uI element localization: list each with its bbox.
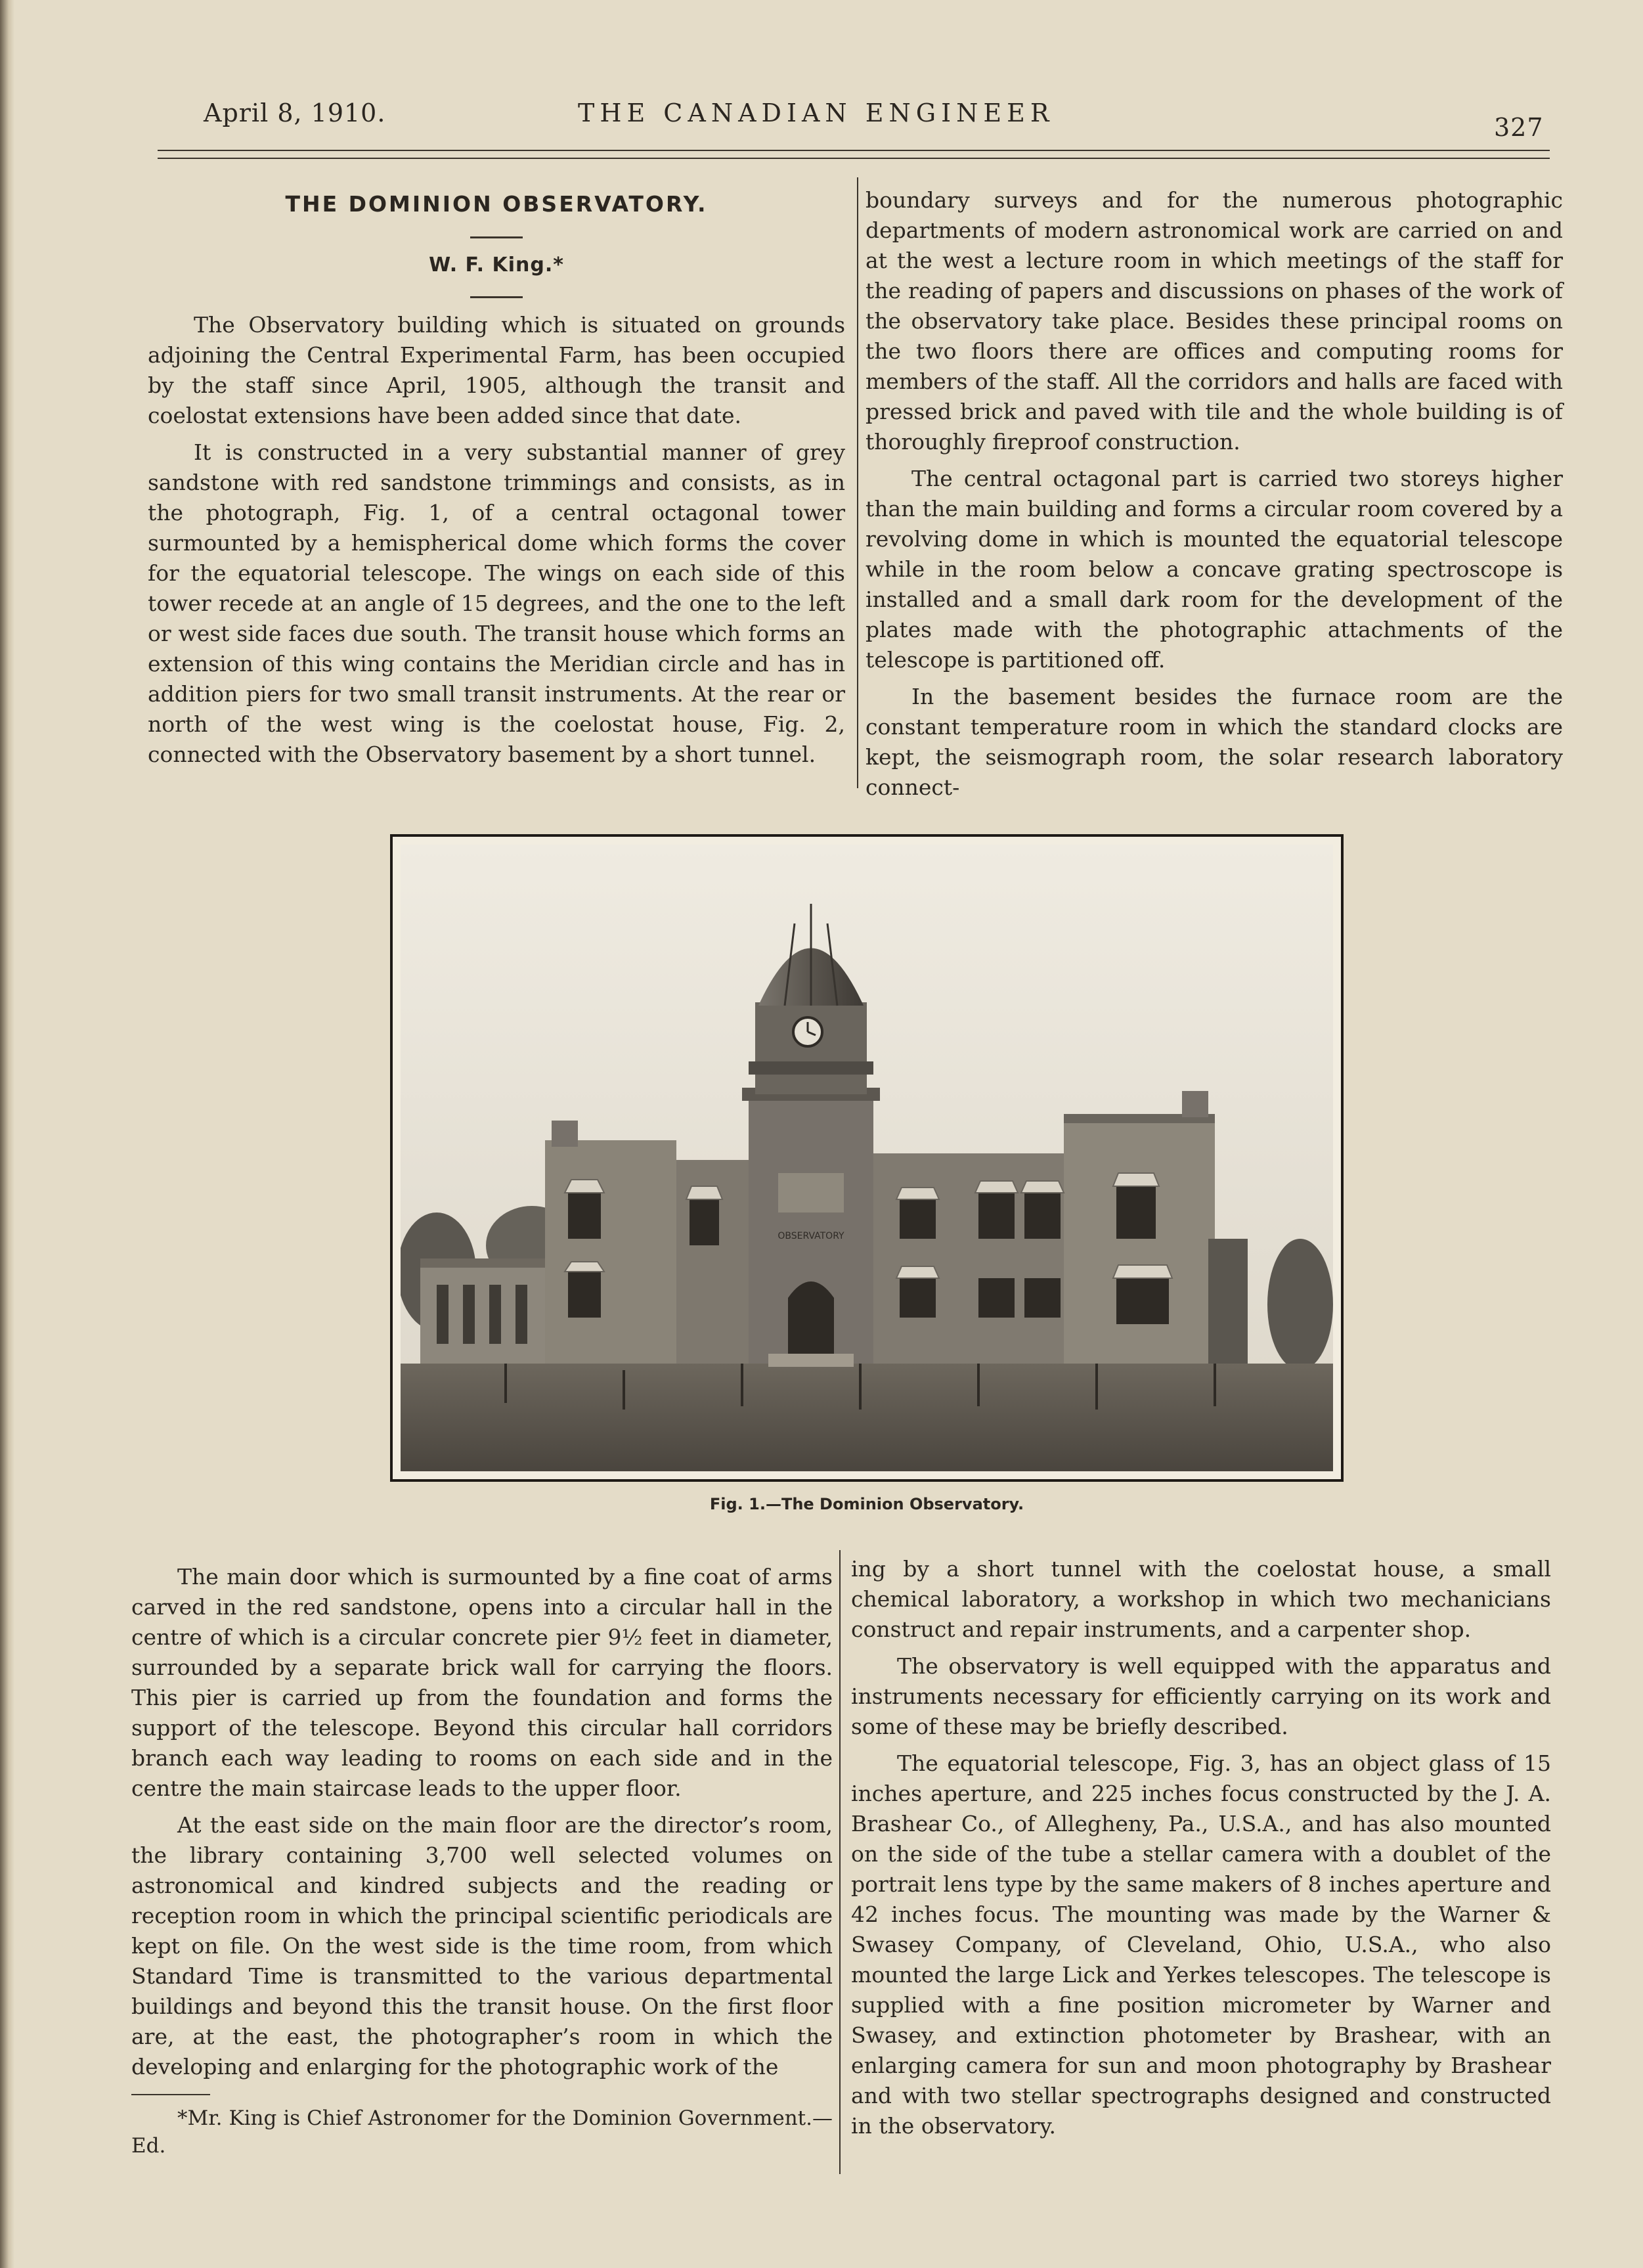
header-date: April 8, 1910. bbox=[204, 99, 386, 127]
header-rule-upper bbox=[158, 150, 1550, 151]
paragraph: boundary surveys and for the numerous photographic departments of modern astronomical work are carried on and at the west a lecture room in which meetings of the staff for the reading of papers and discussions on phases of the work of the observatory take place. Besides these principal rooms on the two floors there are offices and computing rooms for members of the staff. All the corridors and halls are faced with pressed brick and paved with tile and the whole building is of thoroughly fireproof construction. bbox=[865, 187, 1563, 455]
column-right-bottom bbox=[851, 1554, 1551, 2148]
footnote: *Mr. King is Chief Astronomer for the Dominion Government.—Ed. bbox=[131, 2106, 833, 2158]
header-journal-title: THE CANADIAN ENGINEER bbox=[578, 99, 1055, 127]
column-left-top bbox=[148, 184, 845, 776]
byline-divider bbox=[470, 296, 523, 298]
figure-observatory-photo bbox=[390, 834, 1344, 1482]
paragraph: At the east side on the main floor are the director’s room, the library containing 3,700 well selected volumes on astronomical and kindred subjects and the reading or reception room in which the principal scientific periodicals are kept on file. On the west side is the time room, from which Standard Time is transmitted to the various departmental buildings and beyond this the transit house. On the first floor are, at the east, the photographer’s room in which the developing and enlarging for the photographic work of the bbox=[131, 1812, 833, 2079]
paragraph: The central octagonal part is carried two storeys higher than the main building and forms a circular room covered by a revolving dome in which is mounted the equatorial telescope while in the room below a concave grating spectroscope is installed and a small dark room for the development of the plates made with the photographic attachments of the telescope is partitioned off. bbox=[865, 466, 1563, 673]
page-binding-edge bbox=[0, 0, 14, 2268]
figure-caption: Fig. 1.—The Dominion Observatory. bbox=[709, 1495, 1024, 1513]
engraved-label: OBSERVATORY bbox=[778, 1231, 844, 1241]
column-right-top bbox=[865, 185, 1563, 809]
title-divider bbox=[470, 236, 523, 238]
paragraph: The Observatory building which is situated on grounds adjoining the Central Experimental Farm, has been occupied by the staff since April, 1905, although the transit and coelostat extensions have been added since that date. bbox=[148, 312, 845, 428]
footnote-rule bbox=[131, 2094, 210, 2095]
paragraph: It is constructed in a very substantial manner of grey sandstone with red sandstone trimmings and consists, as in the photograph, Fig. 1, of a central octagonal tower surmounted by a hemispherical dome which forms the cover for the equatorial telescope. The wings on each side of this tower recede at an angle of 15 degrees, and the one to the left or west side faces due south. The transit house which forms an extension of this wing contains the Meridian circle and has in addition piers for two small transit instruments. At the rear or north of the west wing is the coelostat house, Fig. 2, connected with the Observatory basement by a short tunnel. bbox=[148, 439, 845, 767]
observatory-photograph bbox=[401, 845, 1333, 1471]
article-byline: W. F. King.* bbox=[429, 254, 564, 277]
paragraph: The observatory is well equipped with the apparatus and instruments necessary for efficiently carrying on its work and some of these may be briefly described. bbox=[851, 1653, 1551, 1739]
column-left-bottom bbox=[131, 1562, 833, 2166]
paragraph: In the basement besides the furnace room are the constant temperature room in which the standard clocks are kept, the seismograph room, the solar research laboratory connect- bbox=[865, 684, 1563, 800]
paragraph: The main door which is surmounted by a fine coat of arms carved in the red sandstone, opens into a circular hall in the centre of which is a circular concrete pier 9½ feet in diameter, surrounded by a separate brick wall for carrying the floors. This pier is carried up from the foundation and forms the support of the telescope. Beyond this circular hall corridors branch each way leading to rooms on each side and in the centre the main staircase leads to the upper floor. bbox=[131, 1564, 833, 1801]
paragraph: ing by a short tunnel with the coelostat house, a small chemical laboratory, a workshop in which two mechanicians construct and repair instruments, and a carpenter shop. bbox=[851, 1556, 1551, 1642]
column-divider-top bbox=[857, 177, 858, 788]
header-page-number: 327 bbox=[1494, 113, 1544, 142]
paragraph: The equatorial telescope, Fig. 3, has an object glass of 15 inches aperture, and 225 inches focus constructed by the J. A. Brashear Co., of Allegheny, Pa., U.S.A., and has also mounted on the side of the tube a stellar camera with a doublet of the portrait lens type by the same makers of 8 inches aperture and 42 inches focus. The mounting was made by the Warner & Swasey Company, of Cleveland, Ohio, U.S.A., who also mounted the large Lick and Yerkes telescopes. The telescope is supplied with a fine position micrometer by Warner and Swasey, and extinction photometer by Brashear, with an enlarging camera for sun and moon photography by Brashear and with two stellar spectrographs designed and constructed in the observatory. bbox=[851, 1750, 1551, 2139]
article-title: THE DOMINION OBSERVATORY. bbox=[285, 191, 708, 217]
header-rule-lower bbox=[158, 158, 1550, 159]
column-divider-bottom bbox=[839, 1550, 841, 2174]
